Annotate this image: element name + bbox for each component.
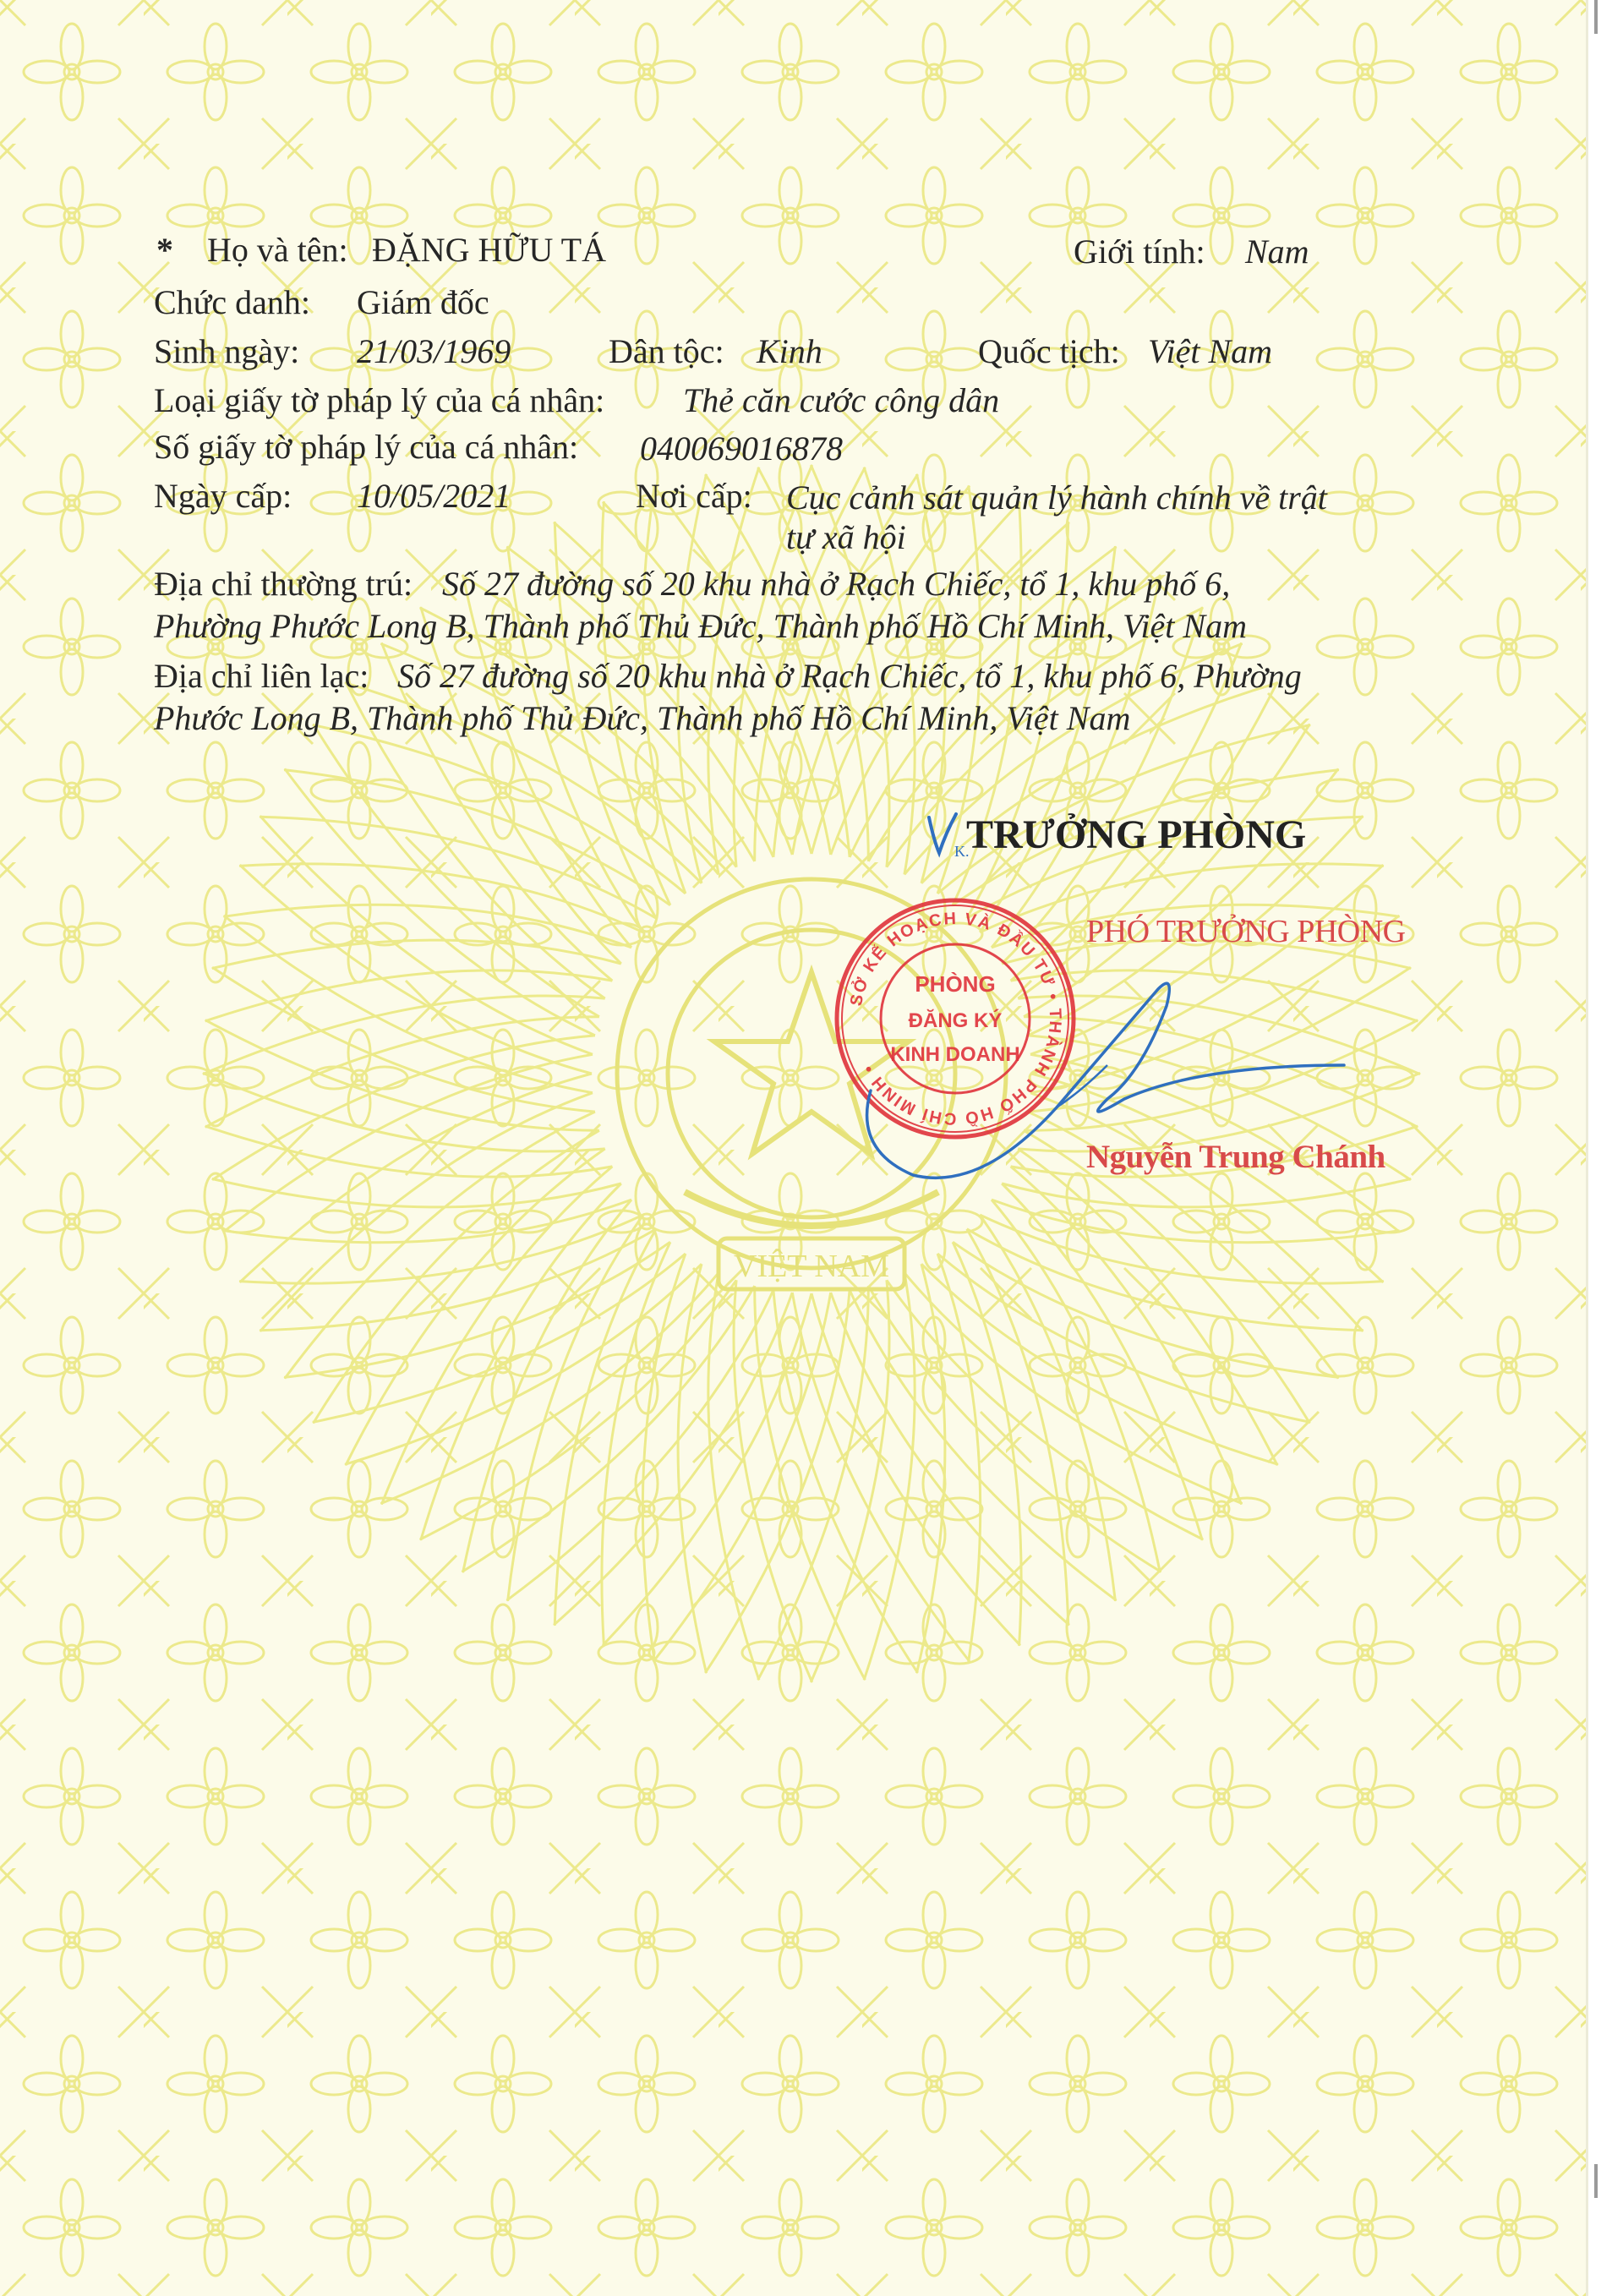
job-title-value: Giám đốc [357,283,489,321]
nationality-label: Quốc tịch: [978,332,1120,370]
permanent-address-label: Địa chỉ thường trú: [154,565,413,603]
gender-label: Giới tính: [1074,232,1205,271]
name-label: Họ và tên: [207,231,348,269]
gender-value: Nam [1245,232,1309,271]
list-marker: * [156,231,173,269]
issue-place-line-1: Cục cảnh sát quản lý hành chính về trật [786,478,1327,517]
on-behalf-handwritten-mark [926,807,970,860]
permanent-address-line-1: Số 27 đường số 20 khu nhà ở Rạch Chiếc, tổ 1, khu phố 6, [442,565,1231,603]
issue-date-value: 10/05/2021 [357,477,511,515]
name-value: ĐẶNG HỮU TÁ [372,231,606,269]
issue-date-label: Ngày cấp: [154,477,292,515]
stamp-line-3: KINH DOANH [890,1043,1020,1066]
deputy-title: PHÓ TRƯỞNG PHÒNG [1086,914,1406,949]
head-of-department-title: TRƯỞNG PHÒNG [966,812,1307,857]
stamp-line-1: PHÒNG [915,971,996,997]
handwritten-signature [803,896,1412,1200]
doc-type-label: Loại giấy tờ pháp lý của cá nhân: [154,381,605,419]
stamp-line-2: ĐĂNG KÝ [908,1009,1003,1032]
svg-text:K.: K. [954,843,970,860]
ethnicity-value: Kinh [757,332,822,370]
dob-label: Sinh ngày: [154,332,300,370]
dob-value: 21/03/1969 [357,332,511,370]
signer-name: Nguyễn Trung Chánh [1086,1139,1385,1175]
permanent-address-line-2: Phường Phước Long B, Thành phố Thủ Đức, Thành phố Hồ Chí Minh, Việt Nam [154,607,1247,645]
doc-type-value: Thẻ căn cước công dân [683,381,1000,419]
stamp-ring-text: SỞ KẾ HOẠCH VÀ ĐẦU TƯ • THÀNH PHỐ HỒ CHÍ MINH • [846,909,1065,1129]
ethnicity-label: Dân tộc: [609,332,724,370]
doc-number-value: 040069016878 [640,429,843,467]
doc-number-label: Số giấy tờ pháp lý của cá nhân: [154,428,579,466]
nationality-value: Việt Nam [1148,332,1273,370]
contact-address-line-2: Phước Long B, Thành phố Thủ Đức, Thành phố Hồ Chí Minh, Việt Nam [154,699,1131,737]
svg-text:VIỆT NAM: VIỆT NAM [733,1249,890,1284]
issue-place-line-2: tự xã hội [786,518,906,556]
contact-address-line-1: Số 27 đường số 20 khu nhà ở Rạch Chiếc, tổ 1, khu phố 6, Phường [397,657,1302,695]
contact-address-label: Địa chỉ liên lạc: [154,657,369,695]
job-title-label: Chức danh: [154,283,310,321]
issue-place-label: Nơi cấp: [636,477,752,515]
